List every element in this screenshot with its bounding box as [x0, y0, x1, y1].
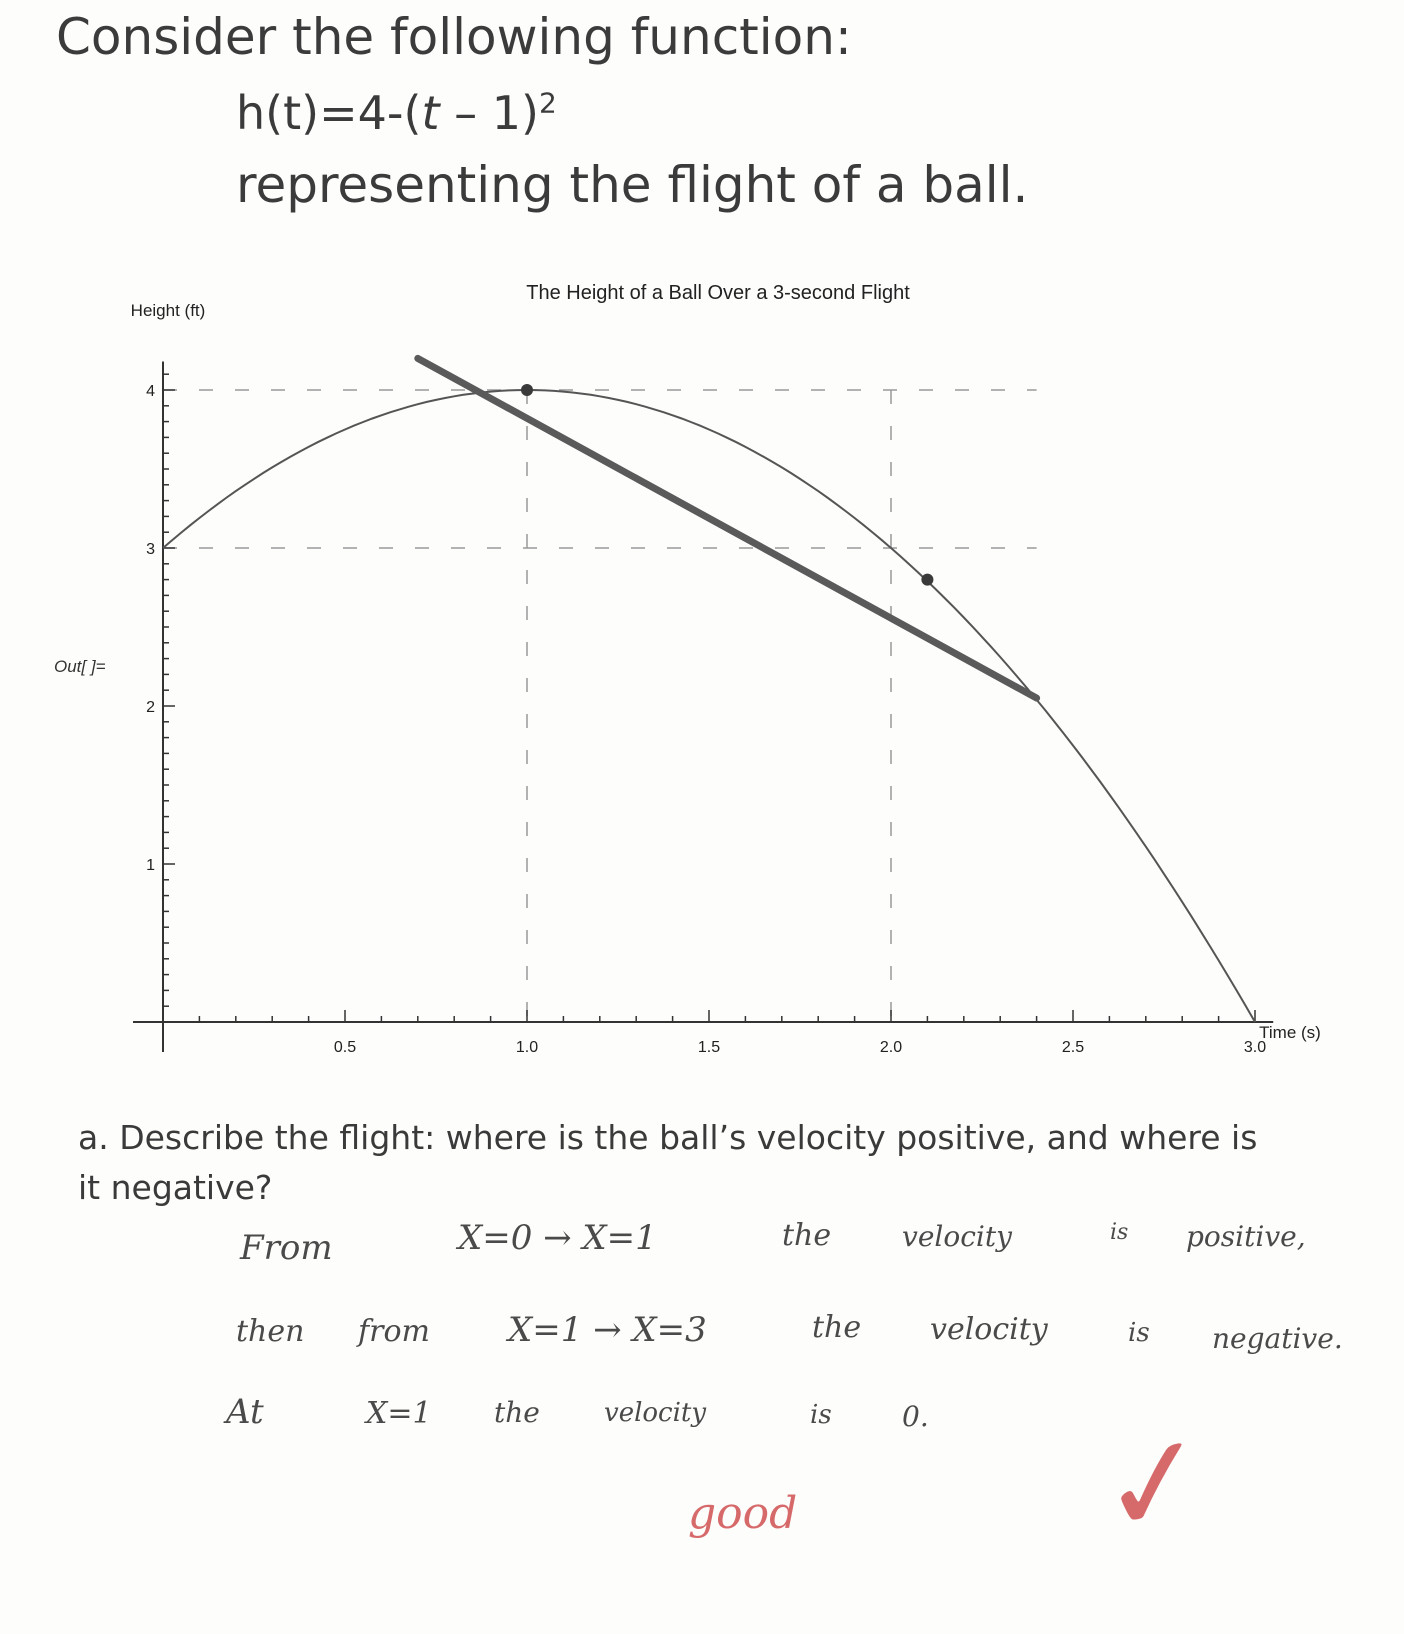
marked-point — [921, 574, 933, 586]
formula-variable: t — [421, 86, 440, 140]
answer-word: negative. — [1212, 1322, 1343, 1355]
answer-word: X=0 → X=1 — [458, 1218, 657, 1258]
formula-exponent: 2 — [538, 86, 557, 120]
y-tick-label: 3 — [146, 541, 155, 558]
answer-word: from — [358, 1314, 430, 1349]
x-tick-label: 2.5 — [1061, 1039, 1085, 1056]
answer-word: X=1 — [366, 1396, 432, 1431]
output-label: Out[ ]= — [54, 657, 106, 676]
question-a: a. Describe the flight: where is the ball’s velocity positive, and where is it negative? — [78, 1118, 1258, 1207]
y-tick-label: 4 — [146, 383, 155, 400]
chart-title: The Height of a Ball Over a 3-second Flight — [526, 282, 910, 304]
answer-word: X=1 → X=3 — [508, 1310, 707, 1350]
x-tick-label: 1.5 — [697, 1039, 721, 1056]
x-tick-label: 0.5 — [333, 1039, 357, 1056]
answer-word: the — [782, 1218, 832, 1253]
answer-word: velocity — [902, 1220, 1012, 1253]
answer-word: velocity — [930, 1312, 1048, 1347]
check-mark-icon: ✓ — [1089, 1401, 1219, 1567]
grade-comment: good — [688, 1488, 798, 1539]
marked-point — [521, 384, 533, 396]
purpose-text: representing the flight of a ball. — [236, 156, 1029, 214]
answer-word: the — [494, 1396, 540, 1429]
answer-word: At — [226, 1392, 264, 1432]
reference-lines — [163, 390, 1037, 1022]
answer-word: the — [812, 1310, 862, 1345]
x-tick-label: 3.0 — [1243, 1039, 1267, 1056]
y-tick-label: 1 — [146, 857, 155, 874]
x-axis-label: Time (s) — [1259, 1023, 1321, 1042]
answer-word: From — [240, 1228, 333, 1268]
x-tick-label: 1.0 — [515, 1039, 539, 1056]
answer-word: is — [1110, 1220, 1129, 1245]
axes — [133, 362, 1273, 1052]
formula-lhs: h(t)=4-( — [236, 86, 422, 140]
answer-word: then — [236, 1314, 305, 1349]
y-tick-label: 2 — [146, 699, 155, 716]
ticks — [163, 374, 1255, 1022]
secant-line — [418, 358, 1037, 698]
answer-word: is — [1128, 1318, 1150, 1348]
answer-word: 0. — [902, 1400, 929, 1433]
answer-word: velocity — [604, 1398, 707, 1428]
intro-text: Consider the following function: — [56, 8, 852, 66]
answer-word: positive, — [1186, 1220, 1306, 1253]
y-axis-label: Height (ft) — [130, 301, 206, 320]
marked-points — [521, 384, 933, 586]
formula-rest: – 1) — [439, 86, 539, 140]
x-tick-label: 2.0 — [879, 1039, 903, 1056]
height-curve — [163, 390, 1255, 1022]
answer-word: is — [810, 1400, 832, 1430]
tick-labels — [146, 383, 1266, 1056]
